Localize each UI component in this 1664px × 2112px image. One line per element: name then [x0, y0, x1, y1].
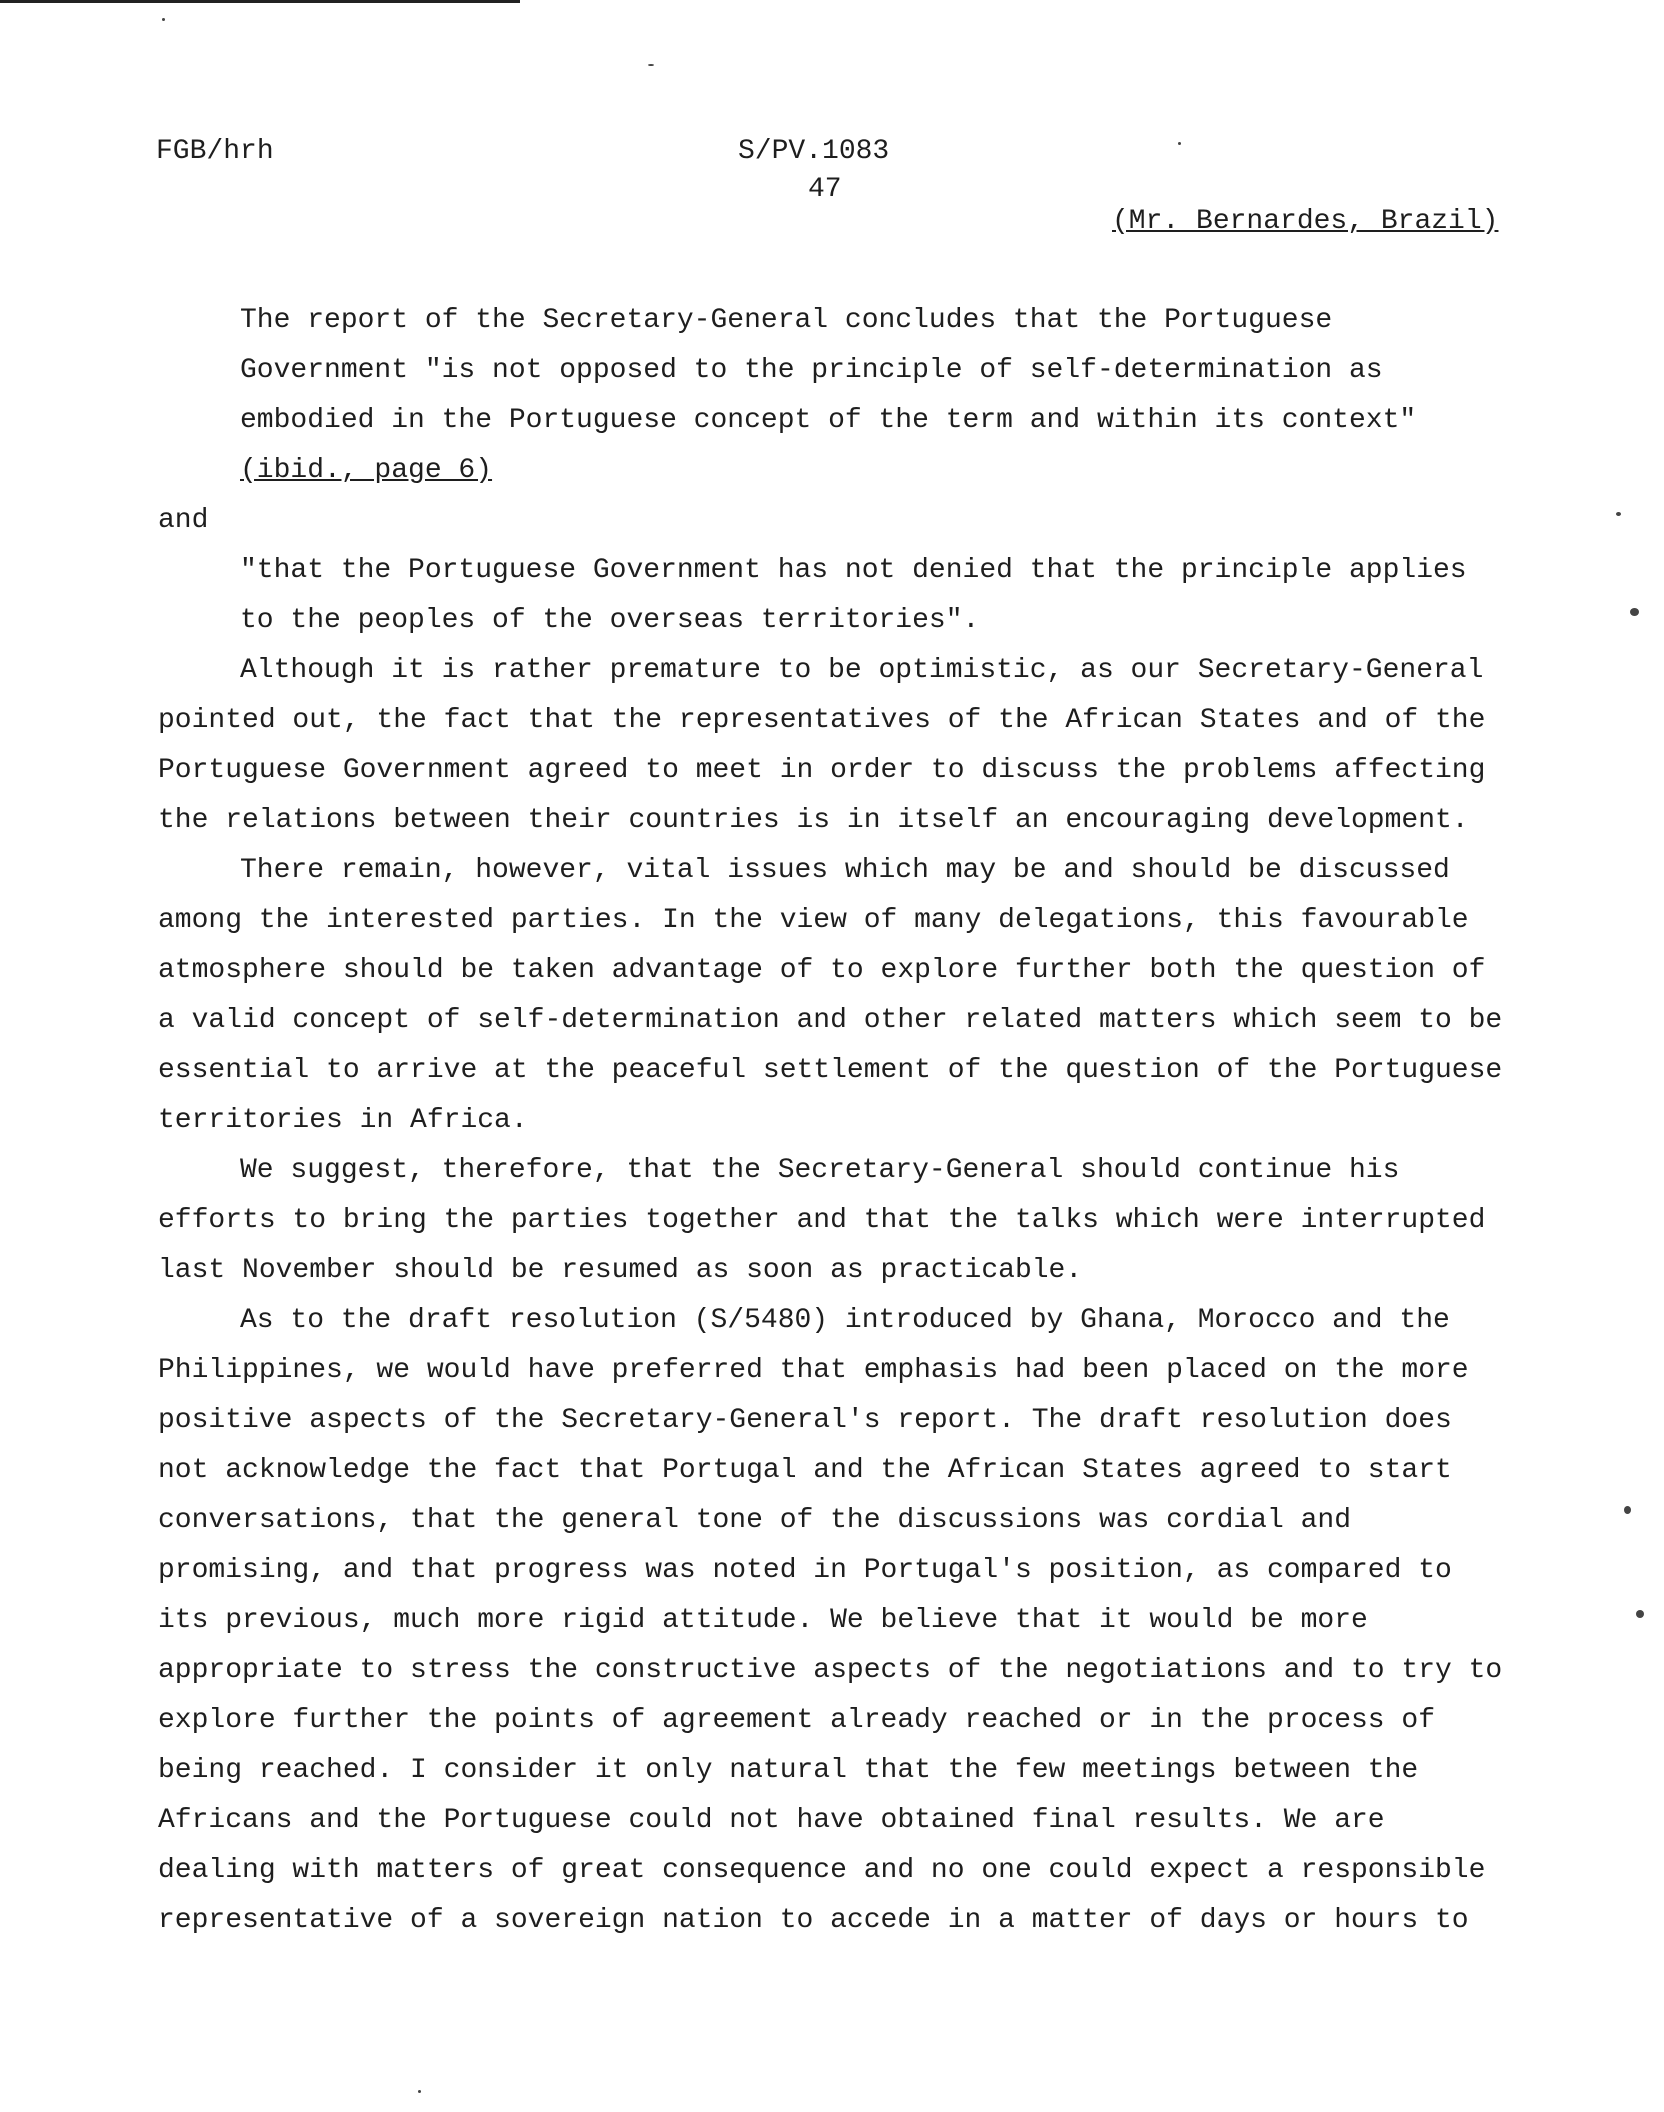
quotation-block-1: [158, 296, 1508, 496]
scan-speck: [1178, 142, 1181, 145]
scan-top-edge-line: [0, 0, 520, 3]
scan-speck: [1624, 1506, 1631, 1514]
document-body: [158, 296, 1508, 1946]
quotation-block-2: "that the Portuguese Government has not denied that the principle applies to the peoples of the overseas territories".: [240, 555, 1467, 636]
paragraph-3: We suggest, therefore, that the Secretary-General should continue his efforts to bring the parties together and that the talks which were interrupted last November should be resumed as soon as practicable.: [158, 1155, 1486, 1286]
paragraph-2: There remain, however, vital issues which may be and should be discussed among the interested parties. In the view of many delegations, this favourable atmosphere should be taken advantage of to explore further both the question of a valid concept of self-determination and other related matters which seem to be essential to arrive at the peaceful settlement of the question of the Portuguese territories in Africa.: [158, 855, 1503, 1136]
paragraph-1: Although it is rather premature to be optimistic, as our Secretary-General pointed out, the fact that the representatives of the African States and of the Portuguese Government agreed to meet in order to discuss the problems affecting the relations between their countries is in itself an encouraging development.: [158, 655, 1486, 836]
scan-speck: [162, 18, 165, 21]
connector-word: and: [158, 505, 209, 536]
document-symbol: S/PV.1083: [738, 136, 890, 167]
scan-speck: [1616, 512, 1621, 516]
initials: FGB/hrh: [156, 136, 274, 167]
page-number: 47: [808, 174, 842, 205]
scan-speck: [1630, 608, 1639, 616]
quotation-text: The report of the Secretary-General concludes that the Portuguese Government "is not opposed to the principle of self-determination as embodied in the Portuguese concept of the term and within its context": [240, 305, 1417, 436]
scan-speck: [1636, 1610, 1644, 1618]
scan-speck: [418, 2090, 421, 2093]
paragraph-4: As to the draft resolution (S/5480) introduced by Ghana, Morocco and the Philippines, we would have preferred that emphasis had been placed on the more positive aspects of the Secretary-General's report. The draft resolution does not acknowledge the fact that Portugal and the African States agreed to start conversations, that the general tone of the discussions was cordial and promising, and that progress was noted in Portugal's position, as compared to its previous, much more rigid attitude. We believe that it would be more appropriate to stress the constructive aspects of the negotiations and to try to explore further the points of agreement already reached or in the process of being reached. I consider it only natural that the few meetings between the Africans and the Portuguese could not have obtained final results. We are dealing with matters of great consequence and no one could expect a responsible representative of a sovereign nation to accede in a matter of days or hours to: [158, 1305, 1503, 1936]
speaker-attribution: (Mr. Bernardes, Brazil): [1112, 206, 1499, 237]
scan-speck: [648, 64, 654, 66]
citation-reference: (ibid., page 6): [240, 455, 493, 486]
